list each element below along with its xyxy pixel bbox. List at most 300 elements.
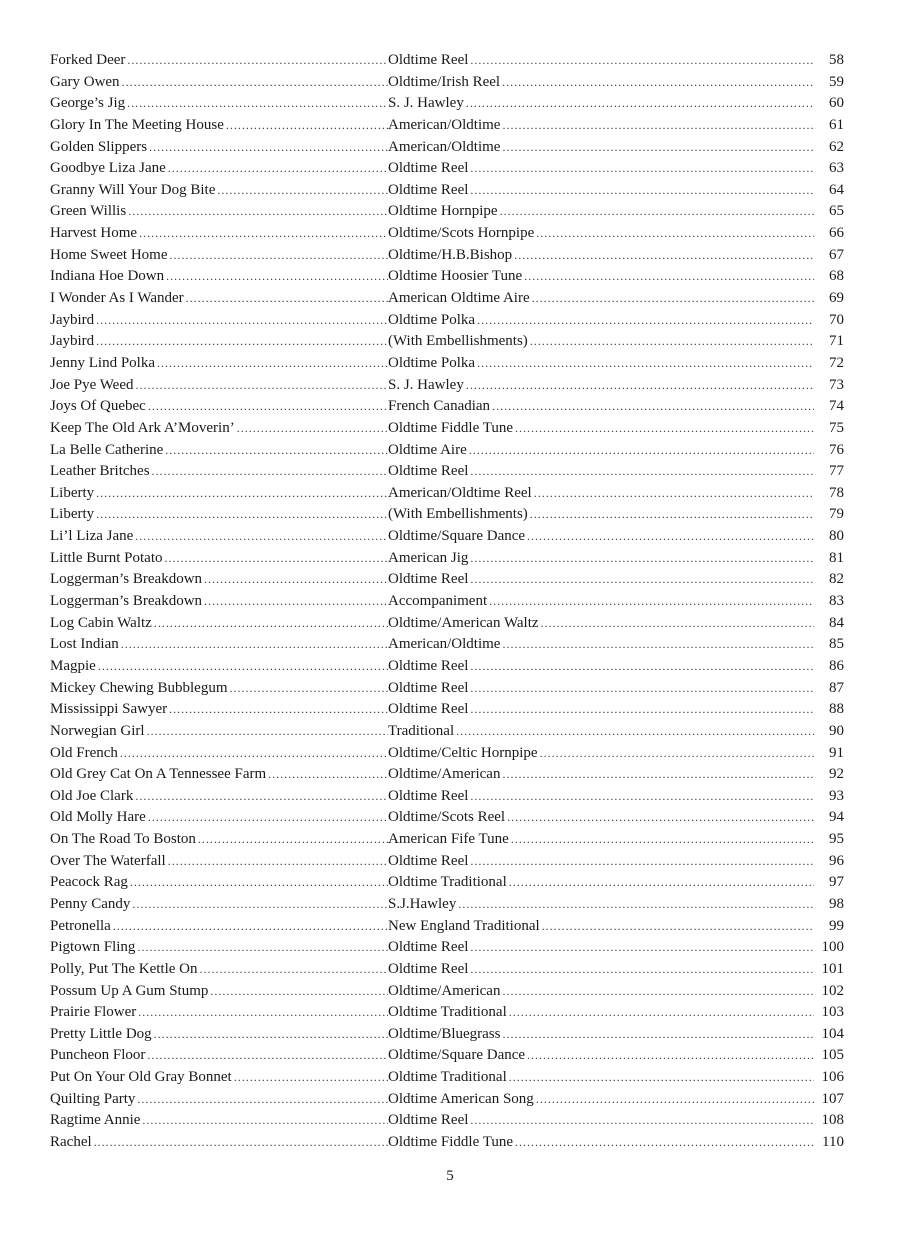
entry-description-column xyxy=(388,1089,814,1111)
toc-entry[interactable] xyxy=(50,1067,844,1089)
toc-entry[interactable] xyxy=(50,266,844,288)
dot-leader xyxy=(540,743,814,765)
entry-description-column xyxy=(388,93,814,115)
entry-description: Oldtime Aire xyxy=(388,441,467,458)
entry-page-number: 69 xyxy=(829,290,844,307)
dot-leader xyxy=(210,981,388,1003)
entry-description: Oldtime/Scots Hornpipe xyxy=(388,225,535,242)
entry-description: Oldtime/American xyxy=(388,766,501,783)
entry-page-number: 91 xyxy=(829,744,844,761)
dot-leader xyxy=(509,872,814,894)
entry-page-number: 59 xyxy=(829,73,844,90)
entry-title-column xyxy=(50,526,388,548)
dot-leader xyxy=(132,894,388,916)
entry-description-column xyxy=(388,72,814,94)
entry-page-number: 58 xyxy=(829,52,844,68)
entry-description: S. J. Hawley xyxy=(388,376,464,393)
entry-description-column xyxy=(388,721,814,743)
dot-leader xyxy=(470,548,814,570)
entry-title: Pigtown Fling xyxy=(50,939,136,956)
entry-page-number: 96 xyxy=(829,852,844,869)
dot-leader xyxy=(147,1045,388,1067)
dot-leader xyxy=(268,764,388,786)
dot-leader xyxy=(96,483,388,505)
entry-description-column xyxy=(388,245,814,267)
toc-entry[interactable] xyxy=(50,353,844,375)
toc-entry[interactable] xyxy=(50,829,844,851)
dot-leader xyxy=(96,331,388,353)
toc-entry[interactable] xyxy=(50,937,844,959)
toc-entry[interactable] xyxy=(50,1045,844,1067)
toc-entry[interactable] xyxy=(50,72,844,94)
entry-description: Oldtime Reel xyxy=(388,463,469,480)
toc-entry[interactable] xyxy=(50,656,844,678)
entry-page-number: 71 xyxy=(829,333,844,350)
entry-title-column xyxy=(50,1110,388,1132)
toc-entry[interactable] xyxy=(50,310,844,332)
dot-leader xyxy=(226,115,388,137)
toc-entry[interactable] xyxy=(50,699,844,721)
entry-description-column xyxy=(388,180,814,202)
entry-description: Oldtime/Bluegrass xyxy=(388,1025,501,1042)
entry-title: Pretty Little Dog xyxy=(50,1025,152,1042)
dot-leader xyxy=(147,721,388,743)
dot-leader xyxy=(509,1067,814,1089)
entry-description-column xyxy=(388,613,814,635)
entry-description: Oldtime/American Waltz xyxy=(388,614,539,631)
dot-leader xyxy=(466,375,814,397)
entry-description-column xyxy=(388,894,814,916)
entry-title-column xyxy=(50,721,388,743)
entry-page-number: 107 xyxy=(821,1090,844,1107)
entry-page-number: 88 xyxy=(829,701,844,718)
toc-entry[interactable] xyxy=(50,548,844,570)
dot-leader xyxy=(489,591,814,613)
dot-leader xyxy=(511,829,814,851)
dot-leader xyxy=(186,288,388,310)
entry-page-number: 97 xyxy=(829,874,844,891)
entry-title-column xyxy=(50,50,388,72)
entry-title-column xyxy=(50,1045,388,1067)
toc-entry[interactable] xyxy=(50,137,844,159)
entry-title-column xyxy=(50,1002,388,1024)
entry-description-column xyxy=(388,461,814,483)
dot-leader xyxy=(154,613,388,635)
entry-title-column xyxy=(50,699,388,721)
dot-leader xyxy=(169,699,388,721)
toc-entry[interactable] xyxy=(50,851,844,873)
entry-title-column xyxy=(50,158,388,180)
entry-description: French Canadian xyxy=(388,398,491,415)
entry-description-column xyxy=(388,375,814,397)
toc-entry[interactable] xyxy=(50,1110,844,1132)
entry-title-column xyxy=(50,353,388,375)
entry-page-number: 76 xyxy=(829,441,844,458)
toc-entry[interactable] xyxy=(50,50,844,72)
entry-description-column xyxy=(388,1002,814,1024)
entry-description: Oldtime Hornpipe xyxy=(388,203,498,220)
dot-leader xyxy=(470,50,814,72)
entry-description: Accompaniment xyxy=(388,593,488,610)
entry-title: Forked Deer xyxy=(50,52,126,68)
dot-leader xyxy=(527,1045,814,1067)
entry-page-number: 61 xyxy=(829,116,844,133)
dot-leader xyxy=(142,1110,388,1132)
dot-leader xyxy=(542,916,814,938)
entry-page-number: 86 xyxy=(829,657,844,674)
entry-description: Oldtime Reel xyxy=(388,701,469,718)
entry-title-column xyxy=(50,937,388,959)
entry-description: S.J.Hawley xyxy=(388,895,457,912)
entry-title-column xyxy=(50,743,388,765)
dot-leader xyxy=(534,483,814,505)
dot-leader xyxy=(507,807,814,829)
dot-leader xyxy=(492,396,814,418)
entry-description-column xyxy=(388,699,814,721)
entry-title-column xyxy=(50,137,388,159)
entry-page-number: 94 xyxy=(829,809,844,826)
entry-page-number: 93 xyxy=(829,787,844,804)
entry-description-column xyxy=(388,678,814,700)
entry-description-column xyxy=(388,634,814,656)
entry-title: Liberty xyxy=(50,484,95,501)
toc-entry[interactable] xyxy=(50,396,844,418)
toc-entry[interactable] xyxy=(50,764,844,786)
toc-entry[interactable] xyxy=(50,721,844,743)
dot-leader xyxy=(530,504,814,526)
entry-page-number: 95 xyxy=(829,831,844,848)
entry-description-column xyxy=(388,1045,814,1067)
dot-leader xyxy=(204,591,388,613)
entry-description: Oldtime/Square Dance xyxy=(388,1047,526,1064)
entry-title-column xyxy=(50,483,388,505)
entry-description-column xyxy=(388,807,814,829)
toc-entry[interactable] xyxy=(50,786,844,808)
entry-page-number: 104 xyxy=(821,1025,844,1042)
toc-entry[interactable] xyxy=(50,483,844,505)
dot-leader xyxy=(98,656,388,678)
entry-page-number: 101 xyxy=(821,960,844,977)
entry-title-column xyxy=(50,916,388,938)
table-of-contents xyxy=(50,50,844,1154)
entry-description-column xyxy=(388,310,814,332)
entry-title: Loggerman’s Breakdown xyxy=(50,593,203,610)
toc-entry[interactable] xyxy=(50,223,844,245)
entry-title: Keep The Old Ark A’Moverin’ xyxy=(50,419,235,436)
dot-leader xyxy=(502,72,814,94)
entry-title-column xyxy=(50,569,388,591)
entry-description: Oldtime/Irish Reel xyxy=(388,73,501,90)
entry-description: (With Embellishments) xyxy=(388,506,528,523)
entry-title: Penny Candy xyxy=(50,895,131,912)
entry-description: Oldtime Reel xyxy=(388,679,469,696)
toc-entry[interactable] xyxy=(50,743,844,765)
entry-title-column xyxy=(50,1089,388,1111)
entry-title: Golden Slippers xyxy=(50,138,148,155)
entry-page-number: 68 xyxy=(829,268,844,285)
dot-leader xyxy=(466,93,814,115)
dot-leader xyxy=(200,959,389,981)
entry-title-column xyxy=(50,829,388,851)
dot-leader xyxy=(536,1089,814,1111)
entry-title-column xyxy=(50,418,388,440)
entry-title-column xyxy=(50,591,388,613)
entry-page-number: 106 xyxy=(821,1069,844,1086)
dot-leader xyxy=(96,504,388,526)
toc-entry[interactable] xyxy=(50,1089,844,1111)
entry-description: American Jig xyxy=(388,549,469,566)
entry-title: On The Road To Boston xyxy=(50,831,196,848)
entry-title-column xyxy=(50,266,388,288)
entry-page-number: 100 xyxy=(821,939,844,956)
entry-description-column xyxy=(388,504,814,526)
toc-entry[interactable] xyxy=(50,461,844,483)
toc-entry[interactable] xyxy=(50,418,844,440)
entry-description-column xyxy=(388,158,814,180)
dot-leader xyxy=(502,981,814,1003)
dot-leader xyxy=(139,223,388,245)
entry-title: Jaybird xyxy=(50,333,95,350)
entry-description-column xyxy=(388,981,814,1003)
entry-title-column xyxy=(50,1132,388,1154)
dot-leader xyxy=(96,310,388,332)
entry-title: Puncheon Floor xyxy=(50,1047,146,1064)
entry-description-column xyxy=(388,764,814,786)
dot-leader xyxy=(524,266,814,288)
entry-description: Oldtime Reel xyxy=(388,160,469,177)
dot-leader xyxy=(470,180,814,202)
entry-description-column xyxy=(388,959,814,981)
toc-entry[interactable] xyxy=(50,872,844,894)
toc-entry[interactable] xyxy=(50,331,844,353)
entry-description-column xyxy=(388,1132,814,1154)
entry-description: Oldtime Reel xyxy=(388,852,469,869)
entry-page-number: 74 xyxy=(829,398,844,415)
entry-description: American Oldtime Aire xyxy=(388,290,530,307)
entry-description-column xyxy=(388,288,814,310)
entry-page-number: 73 xyxy=(829,376,844,393)
dot-leader xyxy=(470,699,814,721)
entry-title: Magpie xyxy=(50,657,96,674)
toc-entry[interactable] xyxy=(50,245,844,267)
entry-title: Put On Your Old Gray Bonnet xyxy=(50,1069,232,1086)
entry-title-column xyxy=(50,331,388,353)
entry-title: Joys Of Quebec xyxy=(50,398,146,415)
entry-description-column xyxy=(388,526,814,548)
toc-entry[interactable] xyxy=(50,288,844,310)
entry-description-column xyxy=(388,591,814,613)
dot-leader xyxy=(456,721,814,743)
entry-description: Oldtime Polka xyxy=(388,354,476,371)
toc-entry[interactable] xyxy=(50,180,844,202)
entry-page-number: 102 xyxy=(821,982,844,999)
entry-page-number: 64 xyxy=(829,181,844,198)
entry-title-column xyxy=(50,1024,388,1046)
toc-entry[interactable] xyxy=(50,569,844,591)
dot-leader xyxy=(470,1110,814,1132)
dot-leader xyxy=(469,440,814,462)
toc-entry[interactable] xyxy=(50,93,844,115)
entry-title: Over The Waterfall xyxy=(50,852,166,869)
toc-entry[interactable] xyxy=(50,981,844,1003)
entry-page-number: 78 xyxy=(829,484,844,501)
toc-entry[interactable] xyxy=(50,526,844,548)
toc-entry[interactable] xyxy=(50,201,844,223)
entry-title: Home Sweet Home xyxy=(50,246,168,263)
entry-description-column xyxy=(388,50,814,72)
dot-leader xyxy=(121,634,388,656)
toc-entry[interactable] xyxy=(50,678,844,700)
entry-page-number: 62 xyxy=(829,138,844,155)
toc-entry[interactable] xyxy=(50,807,844,829)
entry-description-column xyxy=(388,829,814,851)
entry-description: American/Oldtime xyxy=(388,138,501,155)
toc-entry[interactable] xyxy=(50,440,844,462)
entry-description: Oldtime Reel xyxy=(388,52,469,68)
dot-leader xyxy=(165,440,388,462)
dot-leader xyxy=(127,93,388,115)
entry-description: Oldtime Fiddle Tune xyxy=(388,1134,514,1151)
toc-entry[interactable] xyxy=(50,959,844,981)
toc-entry[interactable] xyxy=(50,591,844,613)
entry-title-column xyxy=(50,375,388,397)
entry-title-column xyxy=(50,288,388,310)
dot-leader xyxy=(135,786,388,808)
entry-title: Granny Will Your Dog Bite xyxy=(50,181,216,198)
dot-leader xyxy=(515,418,814,440)
dot-leader xyxy=(470,937,814,959)
entry-description: American/Oldtime Reel xyxy=(388,484,532,501)
entry-title: I Wonder As I Wander xyxy=(50,290,184,307)
entry-page-number: 82 xyxy=(829,571,844,588)
entry-page-number: 99 xyxy=(829,917,844,934)
entry-description: Oldtime Reel xyxy=(388,181,469,198)
entry-page-number: 67 xyxy=(829,246,844,263)
dot-leader xyxy=(477,310,814,332)
entry-description-column xyxy=(388,396,814,418)
dot-leader xyxy=(94,1132,388,1154)
entry-description-column xyxy=(388,656,814,678)
entry-description: Oldtime Hoosier Tune xyxy=(388,268,523,285)
entry-description-column xyxy=(388,115,814,137)
entry-title: Green Willis xyxy=(50,203,127,220)
dot-leader xyxy=(470,678,814,700)
entry-description-column xyxy=(388,201,814,223)
entry-title-column xyxy=(50,504,388,526)
entry-description: Oldtime/Celtic Hornpipe xyxy=(388,744,538,761)
entry-title: Loggerman’s Breakdown xyxy=(50,571,203,588)
dot-leader xyxy=(204,569,388,591)
entry-title-column xyxy=(50,548,388,570)
dot-leader xyxy=(541,613,814,635)
entry-page-number: 63 xyxy=(829,160,844,177)
dot-leader xyxy=(229,678,388,700)
dot-leader xyxy=(152,461,388,483)
dot-leader xyxy=(509,1002,814,1024)
entry-page-number: 84 xyxy=(829,614,844,631)
toc-entry[interactable] xyxy=(50,1024,844,1046)
toc-entry[interactable] xyxy=(50,894,844,916)
dot-leader xyxy=(458,894,814,916)
entry-description: Oldtime Fiddle Tune xyxy=(388,419,514,436)
entry-description: New England Traditional xyxy=(388,917,540,934)
entry-title: Possum Up A Gum Stump xyxy=(50,982,209,999)
toc-entry[interactable] xyxy=(50,1132,844,1154)
entry-title-column xyxy=(50,245,388,267)
toc-entry[interactable] xyxy=(50,115,844,137)
entry-title: Jenny Lind Polka xyxy=(50,354,155,371)
entry-description: American/Oldtime xyxy=(388,636,501,653)
entry-description-column xyxy=(388,418,814,440)
dot-leader xyxy=(515,1132,814,1154)
entry-description: Oldtime/Scots Reel xyxy=(388,809,506,826)
entry-title-column xyxy=(50,851,388,873)
toc-entry[interactable] xyxy=(50,634,844,656)
entry-page-number: 60 xyxy=(829,95,844,112)
entry-page-number: 70 xyxy=(829,311,844,328)
dot-leader xyxy=(470,959,814,981)
entry-title-column xyxy=(50,872,388,894)
entry-title: Liberty xyxy=(50,506,95,523)
entry-title-column xyxy=(50,1067,388,1089)
dot-leader xyxy=(165,548,389,570)
dot-leader xyxy=(502,115,814,137)
toc-entry[interactable] xyxy=(50,375,844,397)
entry-description-column xyxy=(388,483,814,505)
entry-title: Lost Indian xyxy=(50,636,119,653)
dot-leader xyxy=(113,916,388,938)
entry-page-number: 72 xyxy=(829,354,844,371)
entry-title: Quilting Party xyxy=(50,1090,136,1107)
entry-title: Joe Pye Weed xyxy=(50,376,134,393)
toc-entry[interactable] xyxy=(50,916,844,938)
entry-title: Polly, Put The Kettle On xyxy=(50,960,198,977)
entry-description: Oldtime Traditional xyxy=(388,1004,507,1021)
toc-entry[interactable] xyxy=(50,504,844,526)
dot-leader xyxy=(470,461,814,483)
entry-title-column xyxy=(50,72,388,94)
entry-title-column xyxy=(50,93,388,115)
dot-leader xyxy=(470,851,814,873)
entry-title: Harvest Home xyxy=(50,225,138,242)
entry-description: Oldtime Traditional xyxy=(388,874,507,891)
entry-title-column xyxy=(50,396,388,418)
dot-leader xyxy=(122,72,388,94)
entry-title-column xyxy=(50,634,388,656)
toc-entry[interactable] xyxy=(50,1002,844,1024)
entry-title: Little Burnt Potato xyxy=(50,549,163,566)
entry-page-number: 90 xyxy=(829,722,844,739)
entry-description-column xyxy=(388,1067,814,1089)
entry-description: Oldtime/Square Dance xyxy=(388,528,526,545)
entry-title: Leather Britches xyxy=(50,463,150,480)
toc-entry[interactable] xyxy=(50,613,844,635)
entry-title: Norwegian Girl xyxy=(50,722,145,739)
entry-title-column xyxy=(50,440,388,462)
dot-leader xyxy=(168,158,388,180)
toc-entry[interactable] xyxy=(50,158,844,180)
entry-page-number: 66 xyxy=(829,225,844,242)
entry-title: Gary Owen xyxy=(50,73,120,90)
dot-leader xyxy=(470,786,814,808)
entry-title: La Belle Catherine xyxy=(50,441,164,458)
entry-title: Prairie Flower xyxy=(50,1004,137,1021)
entry-title-column xyxy=(50,786,388,808)
entry-description-column xyxy=(388,743,814,765)
entry-title: George’s Jig xyxy=(50,95,126,112)
entry-description-column xyxy=(388,937,814,959)
entry-title: Li’l Liza Jane xyxy=(50,528,134,545)
